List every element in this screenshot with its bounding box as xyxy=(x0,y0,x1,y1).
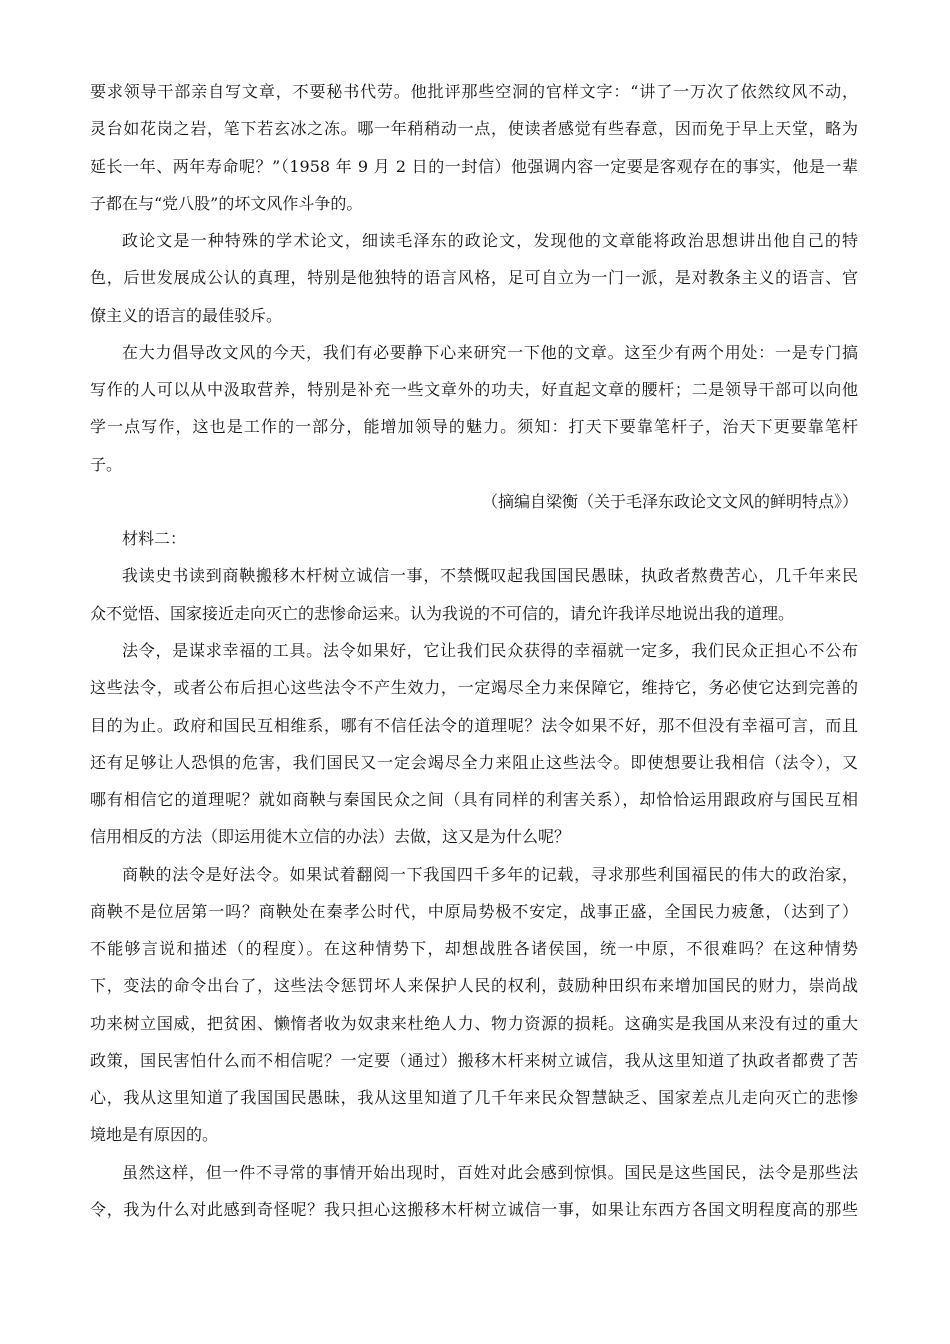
text-line: 商鞅的法令是好法令。如果试着翻阅一下我国四千多年的记载，寻求那些利国福民的伟大的政治家， xyxy=(122,864,858,884)
paragraph xyxy=(90,632,858,856)
text-line: 要求领导干部亲自写文章，不要秘书代劳。他批评那些空洞的官样文字：“讲了一万次了依然纹风不动， xyxy=(90,82,858,101)
text-line: 政论文是一种特殊的学术论文，细读毛泽东的政论文，发现他的文章能将政治思想讲出他自己的特 xyxy=(122,231,858,251)
text-line: 写作的人可以从中汲取营养，特别是补充一些文章外的功夫，好直起文章的腰杆；二是领导干部可以向他 xyxy=(90,380,858,400)
text-line: 学一点写作，这也是工作的一部分，能增加领导的魅力。须知：打天下要靠笔杆子，治天下更要靠笔杆 xyxy=(90,417,858,437)
text-line: 灵台如花岗之岩，笔下若玄冰之冻。哪一年稍稍动一点，使读者感觉有些春意，因而免于早上天堂，略为 xyxy=(90,119,858,139)
text-line: 众不觉悟、国家接近走向灭亡的悲惨命运来。认为我说的不可信的，请允许我详尽地说出我的道理。 xyxy=(90,603,795,623)
text-line: 心，我从这里知道了我国国民愚昧，我从这里知道了几千年来民众智慧缺乏、国家差点儿走向灭亡的悲惨 xyxy=(90,1088,858,1108)
text-line: 法令，是谋求幸福的工具。法令如果好，它让我们民众获得的幸福就一定多，我们民众正担心不公布 xyxy=(122,640,858,660)
paragraph xyxy=(90,222,858,334)
text-line: 信用相反的方法（即运用徙木立信的办法）去做，这又是为什么呢？ xyxy=(90,827,571,847)
text-line: 下，变法的命令出台了，这些法令惩罚坏人来保护人民的权利，鼓励种田织布来增加国民的财力，崇尚战 xyxy=(90,976,858,996)
text-line: 政策，国民害怕什么而不相信呢？一定要（通过）搬移木杆来树立诚信，我从这里知道了执政者都费了苦 xyxy=(90,1050,858,1070)
text-line: 还有足够让人恐惧的危害，我们国民又一定会竭尽全力来阻止这些法令。即使想要让我相信（法令），又 xyxy=(90,752,858,772)
text-line: 不能够言说和描述（的程度）。在这种情势下，却想战胜各诸侯国，统一中原，不很难吗？在这种情势 xyxy=(90,939,858,959)
text-line: 延长一年、两年寿命呢？”（1958 年 9 月 2 日的一封信）他强调内容一定要是客观存在的事实，他是一辈 xyxy=(90,156,858,176)
paragraph xyxy=(90,1154,858,1229)
document-body xyxy=(90,73,858,1228)
paragraph xyxy=(90,856,858,1154)
section-heading: 材料二： xyxy=(122,529,187,549)
text-line: 这些法令，或者公布后担心这些法令不产生效力，一定竭尽全力来保障它，维持它，务必使它达到完善的 xyxy=(90,678,858,698)
text-line: 我读史书读到商鞅搬移木杆树立诚信一事，不禁慨叹起我国国民愚昧，执政者熬费苦心，几千年来民 xyxy=(122,566,858,586)
text-line: 令，我为什么对此感到奇怪呢？我只担心这搬移木杆树立诚信一事，如果让东西方各国文明程度高的那些 xyxy=(90,1199,858,1219)
text-line: 哪有相信它的道理呢？就如商鞅与秦国民众之间（具有同样的利害关系），却恰恰运用跟政府与国民互相 xyxy=(90,790,858,810)
text-line: 色，后世发展成公认的真理，特别是他独特的语言风格，足可自立为一门一派，是对教条主义的语言、官 xyxy=(90,268,858,288)
text-line: 虽然这样，但一件不寻常的事情开始出现时，百姓对此会感到惊惧。国民是这些国民，法令是那些法 xyxy=(122,1162,858,1182)
text-line: 目的为止。政府和国民互相维系，哪有不信任法令的道理呢？法令如果不好，那不但没有幸福可言，而且 xyxy=(90,715,858,735)
text-line: 子。 xyxy=(90,454,123,474)
source-citation: （摘编自梁衡（关于毛泽东政论文文风的鲜明特点》） xyxy=(481,491,858,511)
text-line: 功来树立国威，把贫困、懒惰者收为奴隶来杜绝人力、物力资源的损耗。这确实是我国从来没有过的重大 xyxy=(90,1013,858,1033)
paragraph xyxy=(90,334,858,483)
text-line: 在大力倡导改文风的今天，我们有必要静下心来研究一下他的文章。这至少有两个用处：一是专门搞 xyxy=(122,342,858,362)
paragraph xyxy=(90,73,858,222)
text-line: 境地是有原因的。 xyxy=(90,1125,219,1145)
text-line: 子都在与“党八股”的坏文风作斗争的。 xyxy=(90,193,363,213)
paragraph xyxy=(90,557,858,632)
text-line: 僚主义的语言的最佳驳斥。 xyxy=(90,305,283,325)
text-line: 商鞅不是位居第一吗？商鞅处在秦孝公时代，中原局势极不安定，战事正盛，全国民力疲惫，（达到了） xyxy=(90,901,858,921)
